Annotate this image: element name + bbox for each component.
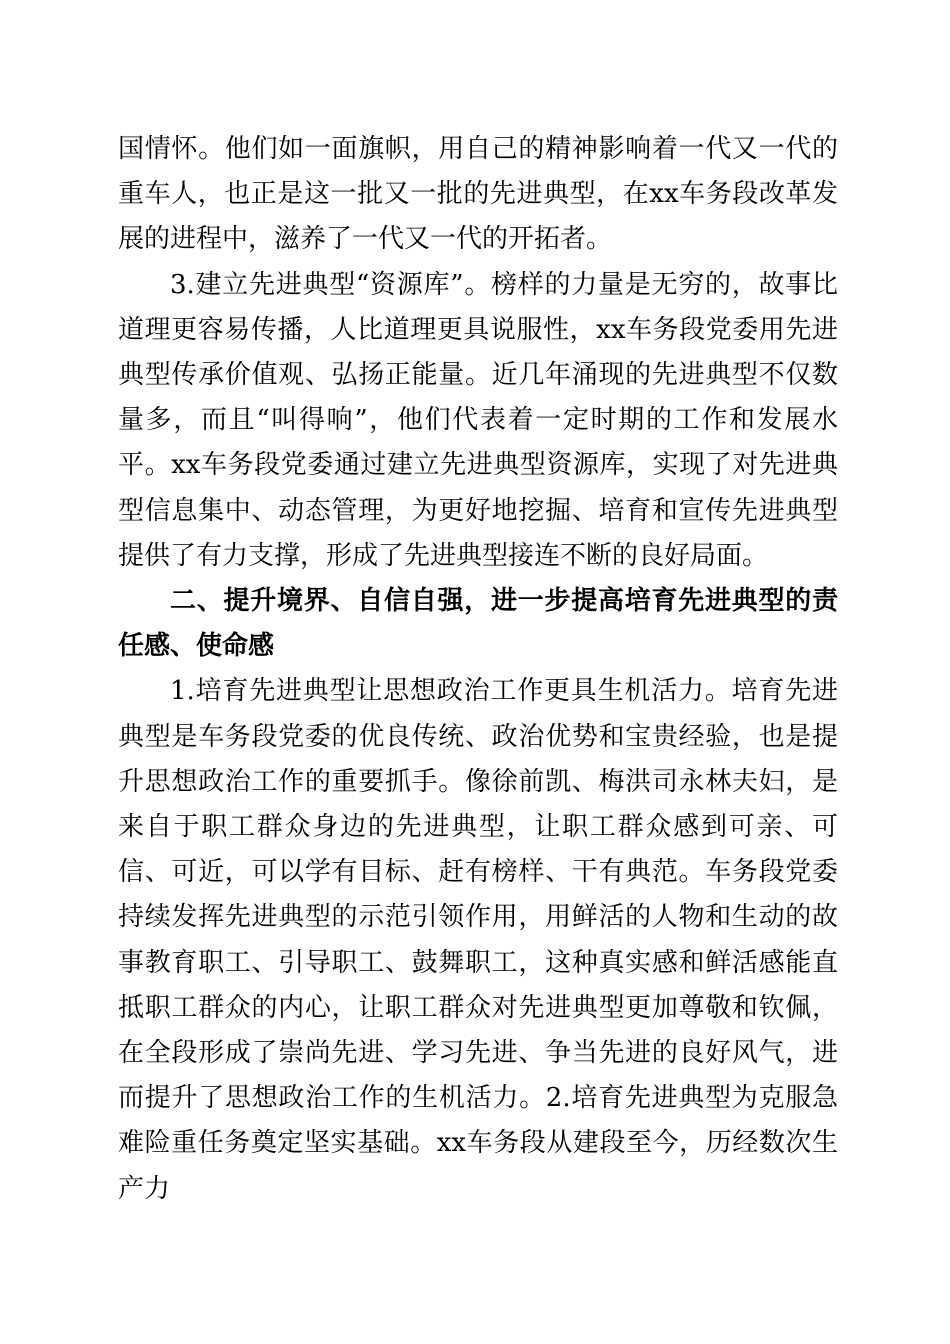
document-body <box>118 127 838 1212</box>
paragraph-section-2-point-1: 1.培育先进典型让思想政治工作更具生机活力。培育先进典型是车务段党委的优良传统、政治优势和宝贵经验，也是提升思想政治工作的重要抓手。像徐前凯、梅洪司永林夫妇，是来自于职工群众身边的先进典型，让职工群众感到可亲、可信、可近，可以学有目标、赶有榜样、干有典范。车务段党委持续发挥先进典型的示范引领作用，用鲜活的人物和生动的故事教育职工、引导职工、鼓舞职工，这种真实感和鲜活感能直抵职工群众的内心，让职工群众对先进典型更加尊敬和钦佩，在全段形成了崇尚先进、学习先进、争当先进的良好风气，进而提升了思想政治工作的生机活力。2.培育先进典型为克服急难险重任务奠定坚实基础。xx车务段从建段至今，历经数次生产力 <box>118 676 838 1204</box>
paragraph-continuation: 国情怀。他们如一面旗帜，用自己的精神影响着一代又一代的重车人，也正是这一批又一批的先进典型，在xx车务段改革发展的进程中，滋养了一代又一代的开拓者。 <box>118 134 838 255</box>
section-heading: 二、提升境界、自信自强，进一步提高培育先进典型的责任感、使命感 <box>118 586 838 662</box>
paragraph-point-3: 3.建立先进典型“资源库”。榜样的力量是无穷的，故事比道理更容易传播，人比道理更具说服性，xx车务段党委用先进典型传承价值观、弘扬正能量。近几年涌现的先进典型不仅数量多，而且“叫得响”，他们代表着一定时期的工作和发展水平。xx车务段党委通过建立先进典型资源库，实现了对先进典型信息集中、动态管理，为更好地挖掘、培育和宣传先进典型提供了有力支撑，形成了先进典型接连不断的良好局面。 <box>118 269 838 571</box>
